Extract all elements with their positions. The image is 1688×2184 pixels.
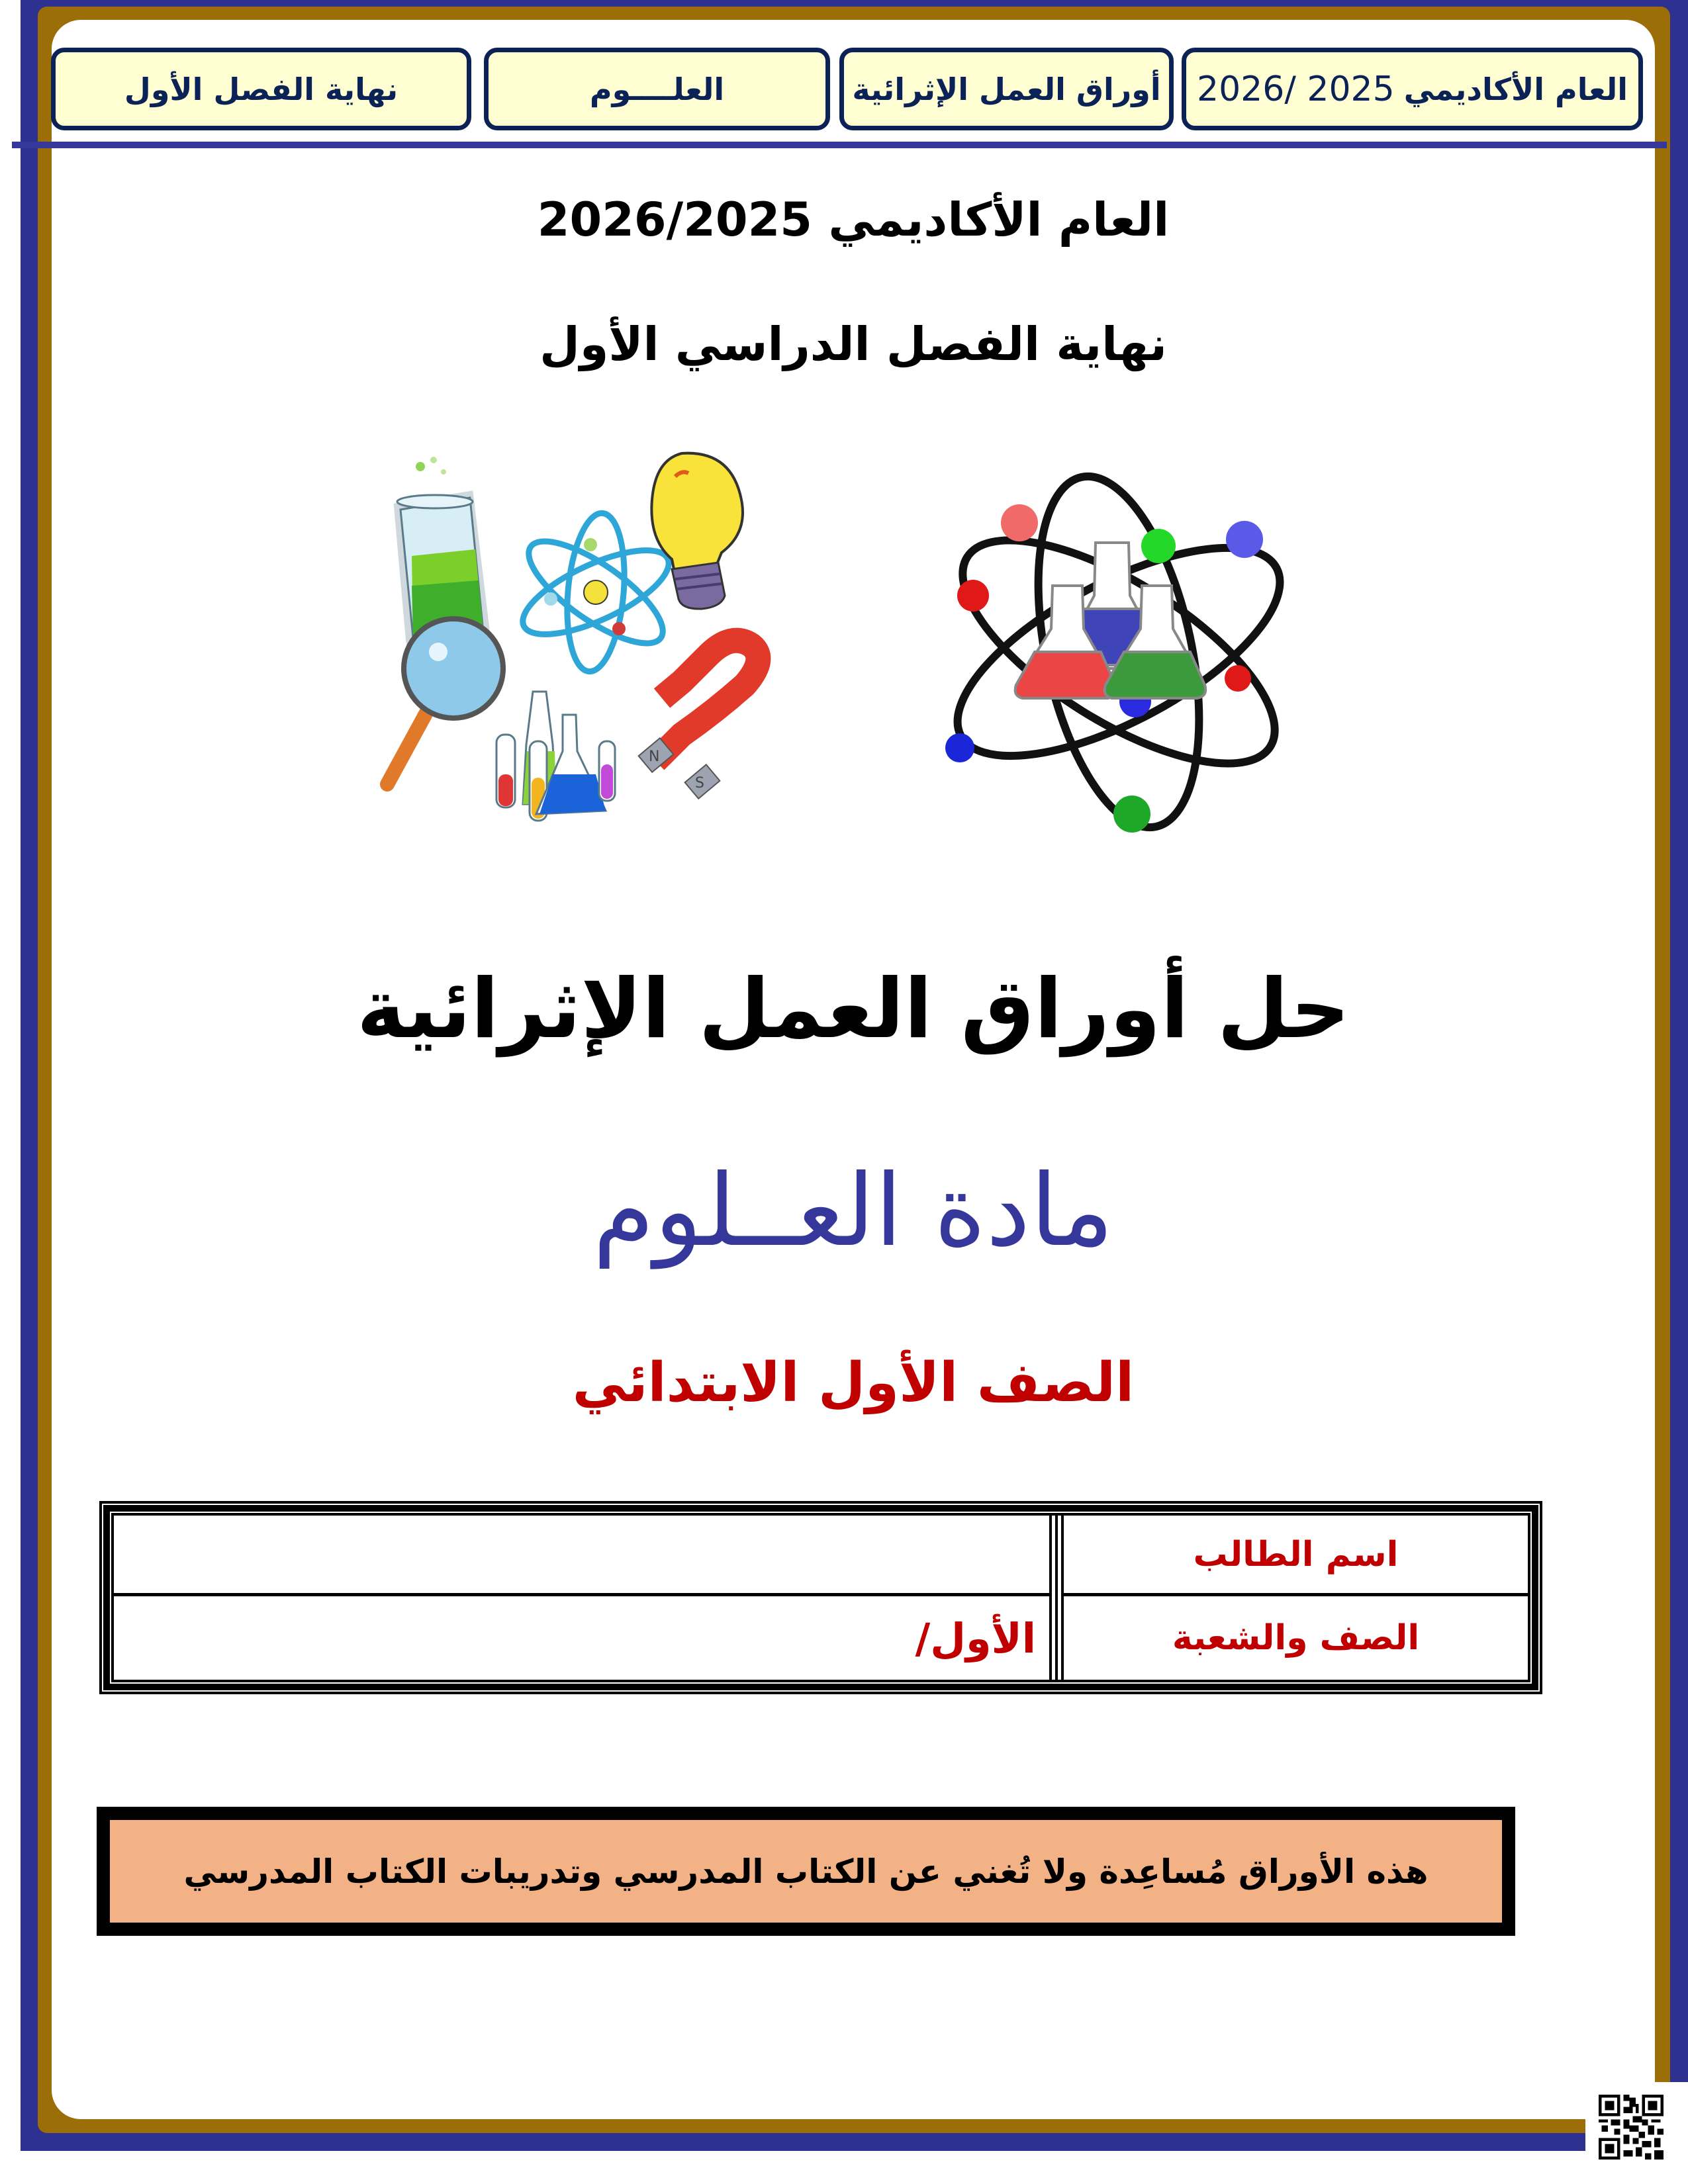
- table-border-thick: [103, 1505, 1538, 1690]
- academic-year-heading: العام الأكاديمي 2026/2025: [537, 193, 1170, 247]
- header-worksheets-label: أوراق العمل الإثرائية: [852, 71, 1161, 107]
- column-divider: [1049, 1516, 1064, 1680]
- grade-heading: الصف الأول الابتدائي: [572, 1351, 1135, 1414]
- class-section-label: الصف والشعبة: [1172, 1618, 1420, 1658]
- subject-heading: مادة العــلوم: [592, 1154, 1114, 1269]
- table-body: [111, 1513, 1530, 1682]
- disclaimer-text: هذه الأوراق مُساعِدة ولا تُغني عن الكتاب المدرسي وتدريبات الكتاب المدرسي: [183, 1852, 1429, 1891]
- student-name-label: اسم الطالب: [1193, 1534, 1399, 1574]
- header-worksheets-box: [839, 48, 1174, 130]
- horseshoe-magnet-icon: [639, 641, 759, 799]
- term-heading: نهاية الفصل الدراسي الأول: [539, 317, 1167, 371]
- header-year-label: العام الأكاديمي: [1403, 71, 1628, 107]
- header-subject-box: [484, 48, 830, 130]
- test-tubes-flasks-icon: [496, 692, 615, 821]
- student-info-table: [99, 1501, 1542, 1694]
- atom-with-flasks-icon: [923, 457, 1307, 847]
- science-clipart-set: [371, 433, 781, 824]
- header-year-box: [1182, 48, 1643, 130]
- qr-code-icon: [1599, 2095, 1664, 2160]
- svg-text:S: S: [695, 775, 704, 792]
- document-title: حل أوراق العمل الإثرائية: [356, 962, 1350, 1057]
- header-divider: [12, 142, 1667, 148]
- header-year-value: 2026/ 2025: [1196, 69, 1395, 109]
- svg-text:N: N: [649, 749, 660, 765]
- header-subject-label: العلــــوم: [589, 71, 725, 107]
- header-term-label: نهاية الفصل الأول: [124, 71, 399, 107]
- header-term-box: [51, 48, 471, 130]
- disclaimer-box: [97, 1807, 1515, 1936]
- magnifying-glass-icon: [387, 619, 503, 784]
- class-section-field[interactable]: الأول/: [915, 1614, 1036, 1662]
- student-name-field[interactable]: [114, 1516, 1049, 1593]
